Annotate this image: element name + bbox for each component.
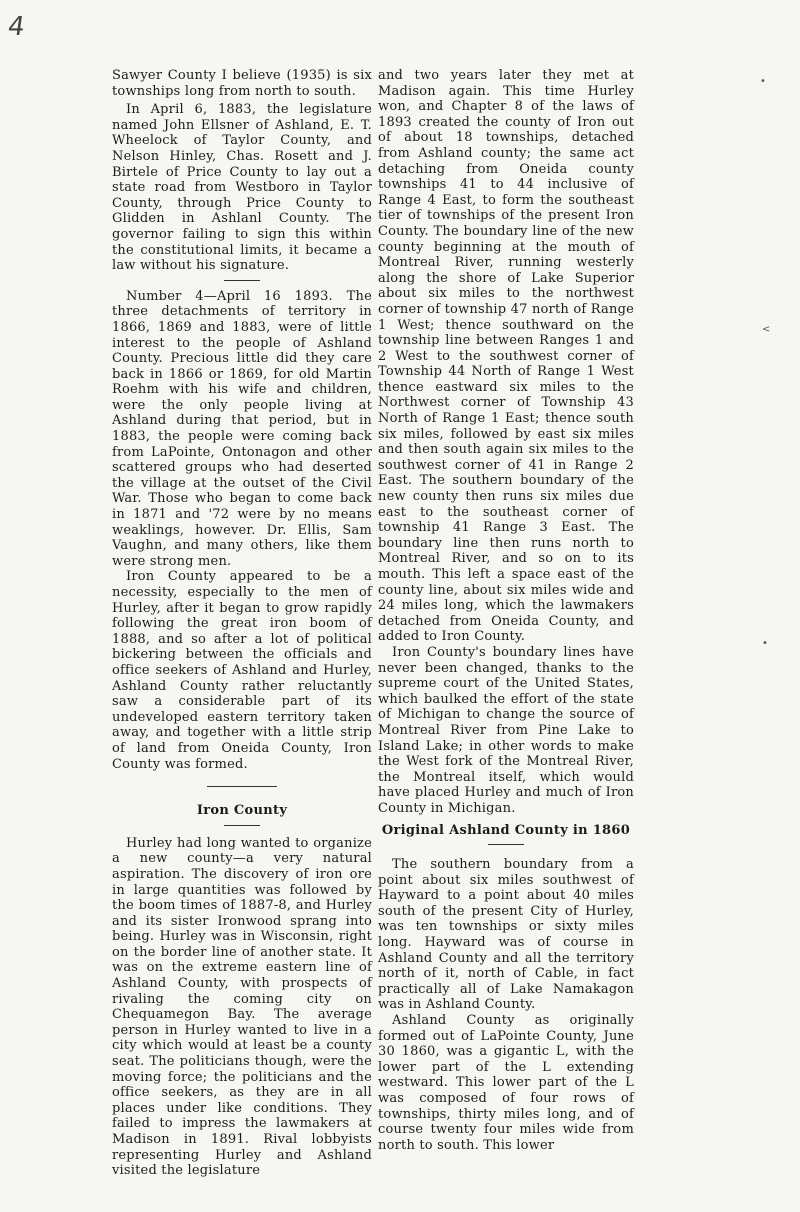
section-heading-iron-county: Iron County xyxy=(196,803,288,819)
section-divider xyxy=(224,825,260,826)
left-paragraph-3: Number 4—April 16 1893. The three detachments of territory in 1866, 1869 and 1883, were of little interest to the people of Ashland County. Precious little did they care back in 1866 or 1869, for old Martin Roehm with his wife and children, were the only people living at Ashland during that period, but in 1883, the people were coming back from LaPointe, Ontonagon and other scattered groups who had deserted the village at the outset of the Civil War. Those who began to come back in 1871 and '72 were by no means weaklings, however. Dr. Ellis, Sam Vaughn, and many others, like them were strong men. xyxy=(112,288,372,569)
page-number: 4 xyxy=(5,12,27,42)
right-paragraph-2: Iron County's boundary lines have never been changed, thanks to the supreme court of the United States, which baulked the effort of the state of Michigan to change the source of Montreal River from Pine Lake to Island Lake; in other words to make the West fork of the Montreal River, the Montreal itself, which would have placed Hurley and much of Iron County in Michigan. xyxy=(378,644,634,816)
margin-mark: < xyxy=(762,324,771,335)
right-paragraph-1: and two years later they met at Madison again. This time Hurley won, and Chapter 8 of the laws of 1893 created the county of Iron out of about 18 townships, detached from Ashland county; the same act detaching from Oneida county townships 41 to 44 inclusive of Range 4 East, to form the southeast tier of townships of the present Iron County. The boundary line of the new county beginning at the mouth of Montreal River, running westerly along the shore of Lake Superior about six miles to the northwest corner of township 47 north of Range 1 West; thence southward on the township line between Ranges 1 and 2 West to the southwest corner of Township 44 North of Range 1 West thence eastward six miles to the Northwest corner of Township 43 North of Range 1 East; thence south six miles, followed by east six miles and then south again six miles to the southwest corner of 41 in Range 2 East. The southern boundary of the new county then runs six miles due east to the southeast corner of township 41 Range 3 East. The boundary line then runs north to Montreal River, and so on to its mouth. This left a space east of the county line, about six miles wide and 24 miles long, which the lawmakers detached from Oneida County, and added to Iron County. xyxy=(378,68,634,645)
section-divider xyxy=(224,280,260,281)
right-paragraph-3: The southern boundary from a point about six miles southwest of Hayward to a point about 40 miles south of the present City of Hurley, was ten townships or sixty miles long. Hayward was of course in Ashland County and all the territory north of it, north of Cable, in fact practically all of Lake Namakagon was in Ashland County. xyxy=(378,857,634,1013)
right-column xyxy=(378,68,634,1153)
left-column xyxy=(112,68,372,1179)
left-paragraph-1: Sawyer County I believe (1935) is six townships long from north to south. xyxy=(112,68,372,99)
left-paragraph-2: In April 6, 1883, the legislature named John Ellsner of Ashland, E. T. Wheelock of Taylor County, and Nelson Hinley, Chas. Rosett and J. Birtele of Price County to lay out a state road from Westboro in Taylor County, through Price County to Glidden in Ashlanl County. The governor failing to sign this within the constitutional limits, it became a law without his signature. xyxy=(112,102,372,274)
margin-mark: • xyxy=(762,638,768,649)
section-heading-original-ashland-county: Original Ashland County in 1860 xyxy=(381,822,631,838)
section-divider xyxy=(207,786,277,787)
left-paragraph-5: Hurley had long wanted to organize a new county—a very natural aspiration. The discovery of iron ore in large quantities was followed by the boom times of 1887-8, and Hurley and its sister Ironwood sprang into being. Hurley was in Wisconsin, right on the border line of another state. It was on the extreme eastern line of Ashland County, with prospects of rivaling the coming city on Chequamegon Bay. The average person in Hurley wanted to live in a city which would at least be a county seat. The politicians though, were the moving force; the politicians and the office seekers, as they are in all places under like conditions. They failed to impress the lawmakers at Madison in 1891. Rival lobbyists representing Hurley and Ashland visited the legislature xyxy=(112,835,372,1179)
left-paragraph-4: Iron County appeared to be a necessity, especially to the men of Hurley, after it began to grow rapidly following the great iron boom of 1888, and so after a lot of political bickering between the officials and office seekers of Ashland and Hurley, Ashland County rather reluctantly saw a considerable part of its undeveloped eastern territory taken away, and together with a little strip of land from Oneida County, Iron County was formed. xyxy=(112,569,372,772)
section-divider xyxy=(488,844,524,845)
margin-mark: • xyxy=(760,76,766,87)
right-paragraph-4: Ashland County as originally formed out of LaPointe County, June 30 1860, was a gigantic L, with the lower part of the L extending westward. This lower part of the L was composed of four rows of townships, thirty miles long, and of course twenty four miles wide from north to south. This lower xyxy=(378,1013,634,1153)
